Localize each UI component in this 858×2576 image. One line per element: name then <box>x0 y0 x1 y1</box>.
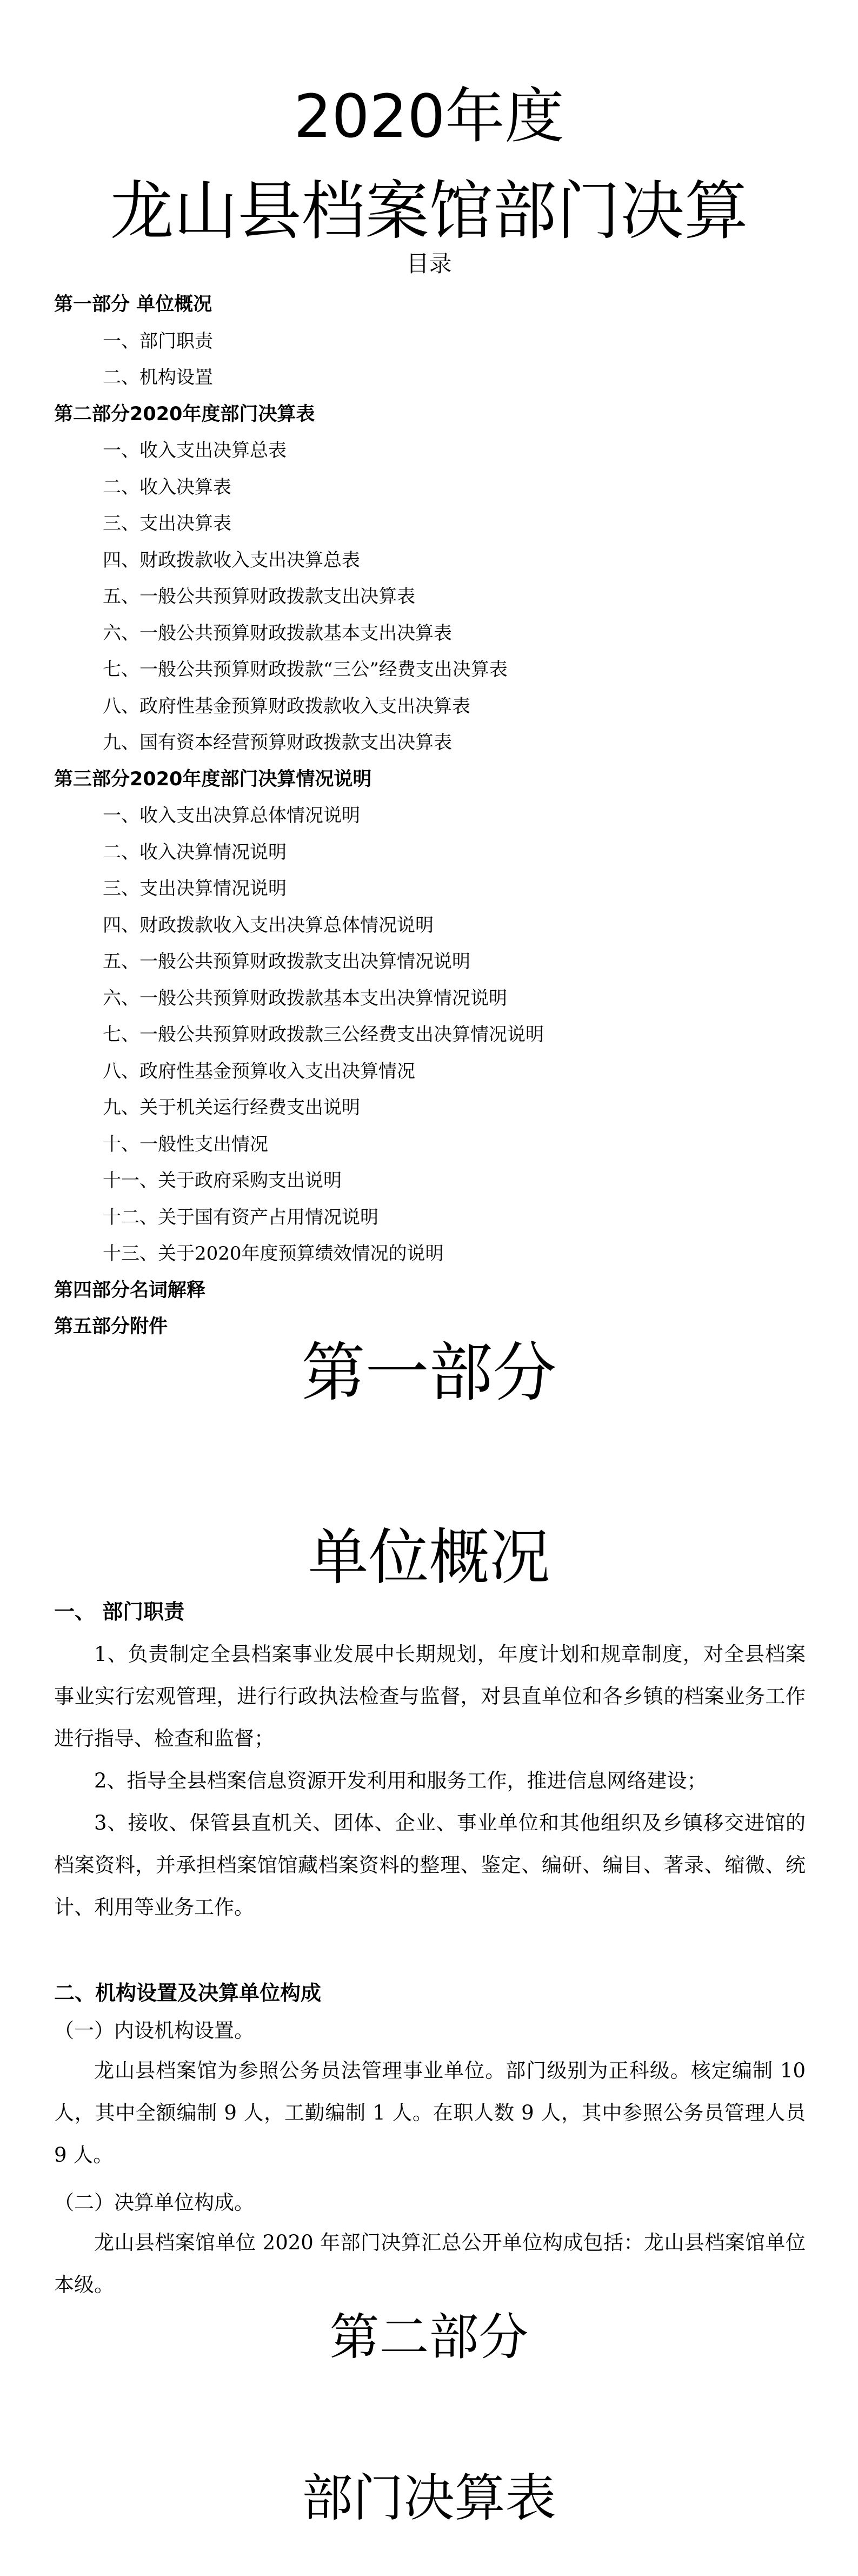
toc-item-entry: 二、收入决算情况说明 <box>103 841 287 863</box>
toc-part-entry: 第四部分名词解释 <box>54 1279 206 1301</box>
toc-item-entry: 四、财政拨款收入支出决算总体情况说明 <box>103 914 434 936</box>
toc-part-entry: 第二部分2020年度部门决算表 <box>54 403 315 425</box>
toc-item-entry: 二、机构设置 <box>103 367 213 388</box>
part-two-title: 第二部分 <box>329 2308 529 2366</box>
toc-item-entry: 一、收入支出决算总表 <box>103 440 287 461</box>
toc-item-entry: 九、关于机关运行经费支出说明 <box>103 1097 360 1118</box>
toc-item-entry: 二、收入决算表 <box>103 476 231 498</box>
toc-heading: 目录 <box>406 250 452 277</box>
toc-item-entry: 一、部门职责 <box>103 330 213 352</box>
year-title: 2020年度 <box>294 82 564 151</box>
final-accounts-tables-title: 部门决算表 <box>302 2469 556 2528</box>
toc-part-entry: 第三部分2020年度部门决算情况说明 <box>54 768 372 790</box>
toc-item-entry: 九、国有资本经营预算财政拨款支出决算表 <box>103 732 452 753</box>
toc-item-entry: 十一、关于政府采购支出说明 <box>103 1170 342 1191</box>
duty-paragraph-1: 1、负责制定全县档案事业发展中长期规划，年度计划和规章制度，对全县档案事业实行宏观管理，进行行政执法检查与监督，对县直单位和各乡镇的档案业务工作进行指导、检查和监督； <box>54 1643 806 1750</box>
duty-paragraph-2: 2、指导全县档案信息资源开发利用和服务工作，推进信息网络建设； <box>94 1769 707 1792</box>
duty-paragraph-3: 3、接收、保管县直机关、团体、企业、事业单位和其他组织及乡镇移交进馆的档案资料，并承担档案馆馆藏档案资料的整理、鉴定、编研、编目、著录、缩微、统计、利用等业务工作。 <box>54 1811 806 1919</box>
toc-item-entry: 十、一般性支出情况 <box>103 1133 268 1155</box>
toc-item-entry: 十三、关于2020年度预算绩效情况的说明 <box>103 1243 444 1264</box>
toc-item-entry: 八、政府性基金预算收入支出决算情况 <box>103 1060 415 1082</box>
subheading-internal-setup: （一）内设机构设置。 <box>54 2019 254 2042</box>
toc-item-entry: 一、收入支出决算总体情况说明 <box>103 805 360 826</box>
unit-composition-paragraph: 龙山县档案馆单位 2020 年部门决算汇总公开单位构成包括：龙山县档案馆单位本级。 <box>54 2231 806 2296</box>
toc-item-entry: 六、一般公共预算财政拨款基本支出决算表 <box>103 622 452 644</box>
internal-setup-paragraph: 龙山县档案馆为参照公务员法管理事业单位。部门级别为正科级。核定编制 10 人，其中全额编制 9 人，工勤编制 1 人。在职人数 9 人，其中参照公务员管理人员 9 人。 <box>54 2059 806 2167</box>
toc-item-entry: 六、一般公共预算财政拨款基本支出决算情况说明 <box>103 987 507 1009</box>
toc-item-entry: 七、一般公共预算财政拨款三公经费支出决算情况说明 <box>103 1024 544 1045</box>
toc-item-entry: 七、一般公共预算财政拨款“三公”经费支出决算表 <box>103 659 508 680</box>
subheading-unit-composition: （二）决算单位构成。 <box>54 2191 254 2214</box>
toc-item-entry: 三、支出决算情况说明 <box>103 878 287 899</box>
toc-item-entry: 四、财政拨款收入支出决算总表 <box>103 549 360 571</box>
toc-item-entry: 十二、关于国有资产占用情况说明 <box>103 1206 378 1228</box>
toc-item-entry: 五、一般公共预算财政拨款支出决算表 <box>103 586 415 607</box>
toc-part-entry: 第五部分附件 <box>54 1316 168 1337</box>
part-one-title: 第一部分 <box>301 1335 557 1410</box>
section-heading-duties: 一、 部门职责 <box>54 1600 185 1624</box>
main-title: 龙山县档案馆部门决算 <box>110 174 748 248</box>
unit-overview-title: 单位概况 <box>308 1522 550 1593</box>
toc-part-entry: 第一部分 单位概况 <box>54 294 212 315</box>
table-of-contents <box>0 287 858 1346</box>
toc-item-entry: 三、支出决算表 <box>103 513 231 534</box>
toc-item-entry: 八、政府性基金预算财政拨款收入支出决算表 <box>103 695 470 717</box>
section-heading-organization: 二、机构设置及决算单位构成 <box>54 1981 322 2005</box>
toc-item-entry: 五、一般公共预算财政拨款支出决算情况说明 <box>103 951 470 972</box>
